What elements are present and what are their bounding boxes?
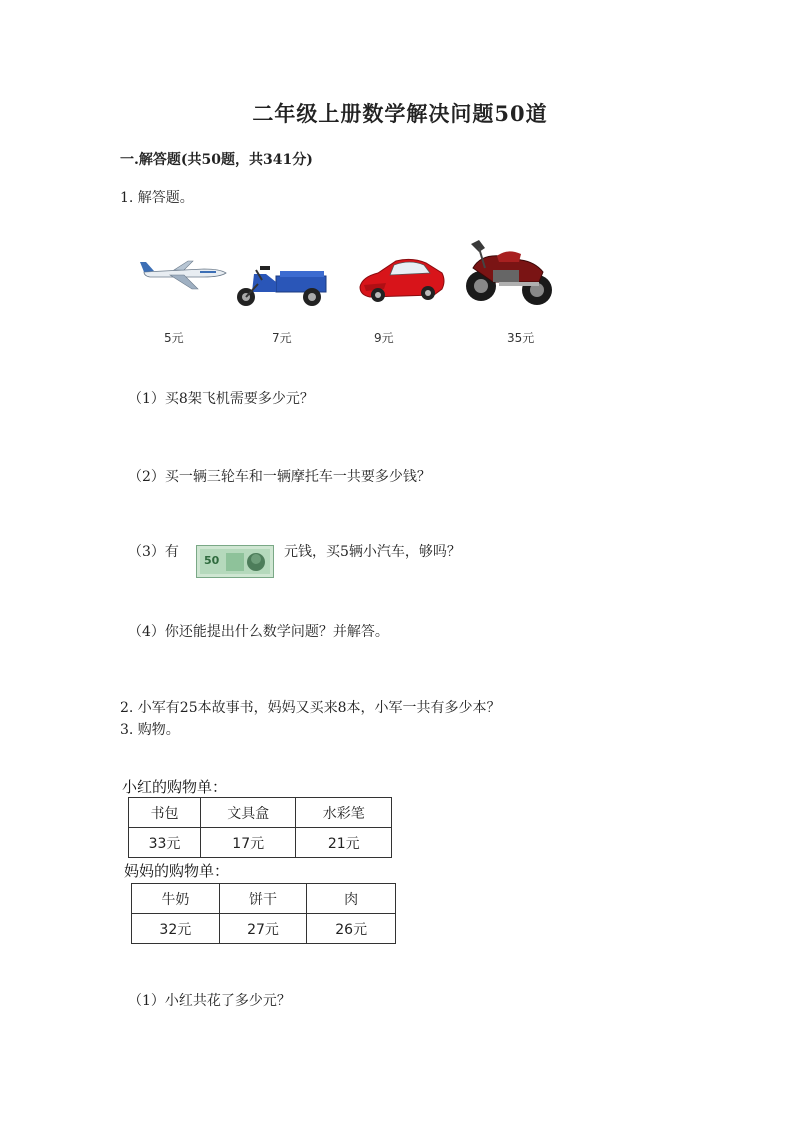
table-header-cell: 水彩笔	[296, 798, 392, 828]
question-1-label: 1. 解答题。	[120, 190, 194, 206]
airplane-icon	[140, 258, 228, 292]
question-2: 2. 小军有25本故事书，妈妈又买来8本，小军一共有多少本？	[120, 700, 501, 716]
price-motorcycle: 35元	[507, 331, 535, 345]
table-header-cell: 饼干	[219, 884, 307, 914]
price-airplane: 5元	[164, 331, 184, 345]
table-header-cell: 肉	[307, 884, 396, 914]
table-cell: 33元	[129, 828, 201, 858]
question-1-sub-3-prefix: （3）有	[128, 544, 179, 560]
xiaohong-shopping-table	[128, 797, 392, 858]
table-cell: 21元	[296, 828, 392, 858]
table-row	[132, 914, 396, 944]
question-1-sub-3-suffix: 元钱，买5辆小汽车，够吗？	[284, 544, 461, 560]
table-header-cell: 文具盒	[200, 798, 296, 828]
question-3-label: 3. 购物。	[120, 722, 180, 738]
table-cell: 26元	[307, 914, 396, 944]
table-cell: 32元	[132, 914, 220, 944]
table-row	[129, 798, 392, 828]
table-cell: 17元	[200, 828, 296, 858]
banknote-value: 50	[204, 554, 220, 567]
question-3-sub-1: （1）小红共花了多少元？	[128, 993, 291, 1009]
xiaohong-list-label: 小红的购物单：	[122, 778, 228, 796]
price-toy-car: 9元	[374, 331, 394, 345]
section-heading: 一.解答题(共50题，共341分)	[120, 152, 313, 168]
motorcycle-icon	[463, 238, 555, 310]
question-1-sub-4: （4）你还能提出什么数学问题？并解答。	[128, 624, 389, 640]
table-row	[129, 828, 392, 858]
banknote-icon	[196, 545, 274, 578]
table-header-cell: 牛奶	[132, 884, 220, 914]
table-header-cell: 书包	[129, 798, 201, 828]
toy-car-icon	[356, 253, 448, 305]
tricycle-icon	[232, 262, 330, 308]
question-1-sub-2: （2）买一辆三轮车和一辆摩托车一共要多少钱？	[128, 469, 431, 485]
question-1-sub-1: （1）买8架飞机需要多少元？	[128, 391, 314, 407]
table-cell: 27元	[219, 914, 307, 944]
price-tricycle: 7元	[272, 331, 292, 345]
table-row	[132, 884, 396, 914]
mama-list-label: 妈妈的购物单：	[124, 862, 230, 880]
mama-shopping-table	[131, 883, 396, 944]
page-title: 二年级上册数学解决问题50道	[252, 101, 548, 126]
